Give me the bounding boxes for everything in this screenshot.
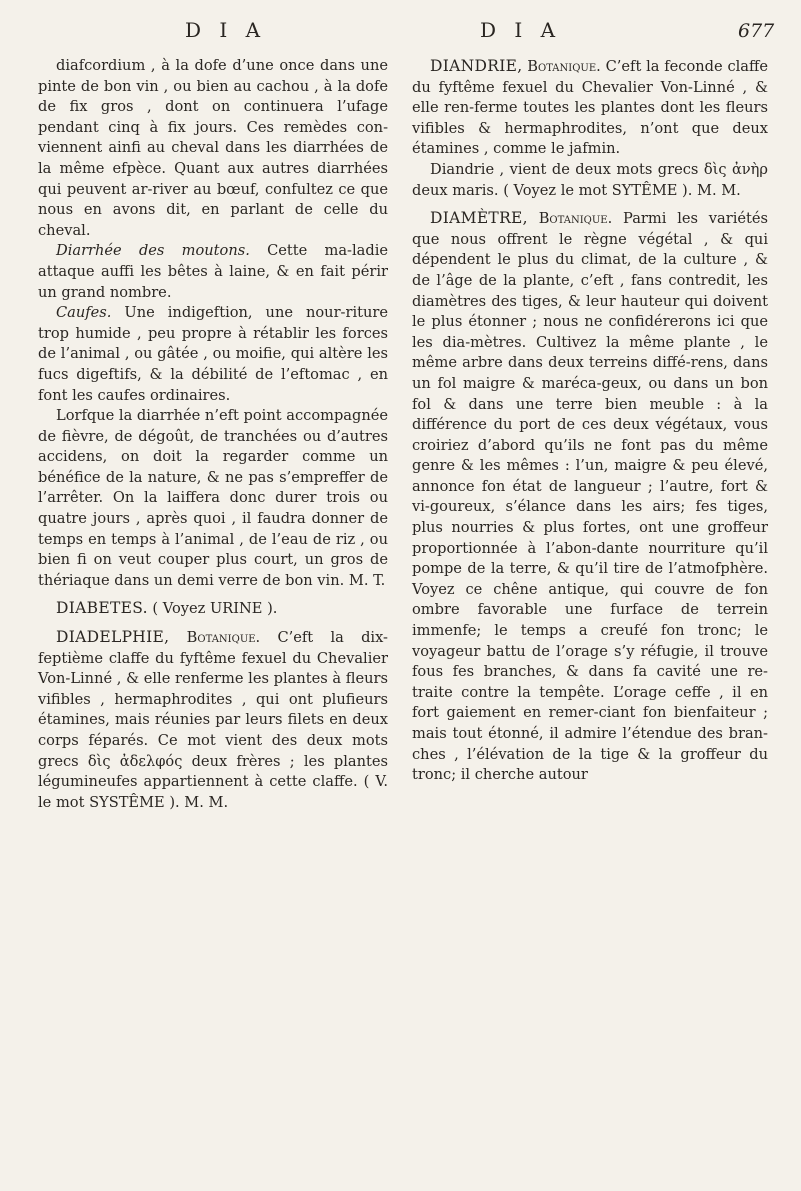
italic-heading: Caufes. xyxy=(56,304,112,322)
paragraph-text: Diandrie , vient de deux mots grecs δὶς ἀνὴρ deux maris. ( Voyez le mot SYTÊME ). M. M. xyxy=(412,160,768,199)
entry-diametre xyxy=(412,208,768,786)
entry-text: ( Voyez URINE ). xyxy=(147,600,278,618)
paragraph xyxy=(38,406,388,591)
entry-text: Parmi les variétés que nous offrent le règne végétal , & qui dépendent le plus du climat, de la culture , & de l’âge de la plante, c’eft , fans contredit, les diamètres des tiges, & leur hauteur qui doivent le plus étonner ; nous ne confidérerons ici que les dia-mètres. Cultivez la même plante , le même arbre dans deux terreins diffé-rens, dans un fol maigre & maréca-geux, ou dans un bon fol & dans une terre bien meuble : à la différence du port de ces deux végétaux, vous croiriez d’abord qu’ils ne font pas du même genre & les mêmes : l’un, maigre & peu élevé, annonce fon état de langueur ; l’autre, fort & vi-goureux, s’élance dans les airs; fes tiges, plus nourries & plus fortes, ont une groffeur proportionnée à l’abon-dante nourriture qu’il pompe de la terre, & qu’il tire de l’atmofphère. Voyez ce chêne antique, qui couvre de fon ombre favorable une furface de terrein immenfe; le temps a creufé fon tronc; le voyageur battu de l’orage s’y réfugie, il trouve fous fes branches, & dans fa cavité une re-traite contre la tempête. L’orage ceffe , il en fort gaiement en remer-ciant fon bienfaiteur ; mais tout étonné, il admire l’étendue des bran-ches , l’élévation de la tige & la groffeur du tronc; il cherche autour xyxy=(412,210,769,784)
paragraph xyxy=(38,56,388,241)
entry-category: Botanique. xyxy=(186,629,261,647)
italic-heading: Diarrhée des moutons. xyxy=(56,242,250,260)
running-head-right: D I A xyxy=(480,18,562,42)
entry-category: Botanique. xyxy=(538,210,613,228)
entry-text: C’eft la feconde claffe du fyftême fexuel du Chevalier Von-Linné , & elle ren-ferme toutes les plantes dont les fleurs vifibles & hermaphrodites, n’ont que deux étamines , comme le jafmin. xyxy=(412,58,768,158)
right-column xyxy=(412,56,768,786)
left-column xyxy=(38,56,388,813)
entry-diabetes xyxy=(38,598,388,620)
entry-headword: DIAMÈTRE, xyxy=(430,209,528,228)
entry-headword: DIABETES. xyxy=(56,599,148,618)
page-number: 677 xyxy=(738,20,775,42)
entry-category: Botanique. xyxy=(527,58,601,75)
entry-diandrie xyxy=(412,56,768,160)
entry-headword: DIANDRIE, xyxy=(430,57,523,75)
paragraph-text: diafcordium , à la dofe d’une once dans une pinte de bon vin , ou bien au cachou , à la dofe de fix gros , dont on continuera l’ufage pendant cinq à fix jours. Ces remèdes con-viennent ainfi au cheval dans les diarrhées de la même efpèce. Quant aux autres diarrhées qui peuvent ar-river au bœuf, confultez ce que nous en avons dit, en parlant de celle du cheval. xyxy=(38,57,388,239)
paragraph xyxy=(412,160,768,201)
entry-text: C’eft la dix-feptième claffe du fyftême fexuel du Chevalier Von-Linné , & elle renferme les plantes à fleurs vifibles , hermaphrodites , qui ont plufieurs étamines, mais réunies par leurs filets en deux corps féparés. Ce mot vient des deux mots grecs δὶς ἀδελφός deux frères ; les plantes légumineufes appartiennent à cette claffe. ( V. le mot SYSTÊME ). M. M. xyxy=(38,629,388,811)
running-head-left: D I A xyxy=(185,18,267,42)
paragraph-text: Cette ma-ladie attaque auffi les bêtes à laine, & en fait périr un grand nombre. xyxy=(38,242,389,301)
paragraph xyxy=(38,303,388,406)
paragraph-text: Lorfque la diarrhée n’eft point accompagnée de fièvre, de dégoût, de tranchées ou d’autres accidens, on doit la regarder comme un bénéfice de la nature, & ne pas s’empreffer de l’arrêter. On la laiffera donc durer trois ou quatre jours , après quoi , il faudra donner de temps en temps à l’animal , de l’eau de riz , ou bien fi on veut couper plus court, un gros de thériaque dans un demi verre de bon vin. M. T. xyxy=(38,407,388,589)
paragraph xyxy=(38,241,388,303)
entry-headword: DIADELPHIE, xyxy=(56,628,170,647)
entry-diadelphie xyxy=(38,627,388,813)
paragraph-text: Une indigeftion, une nour-riture trop humide , peu propre à rétablir les forces de l’animal , ou gâtée , ou moifie, qui altère les fucs digeftifs, & la débilité de l’eftomac , en font les caufes ordinaires. xyxy=(38,304,388,404)
